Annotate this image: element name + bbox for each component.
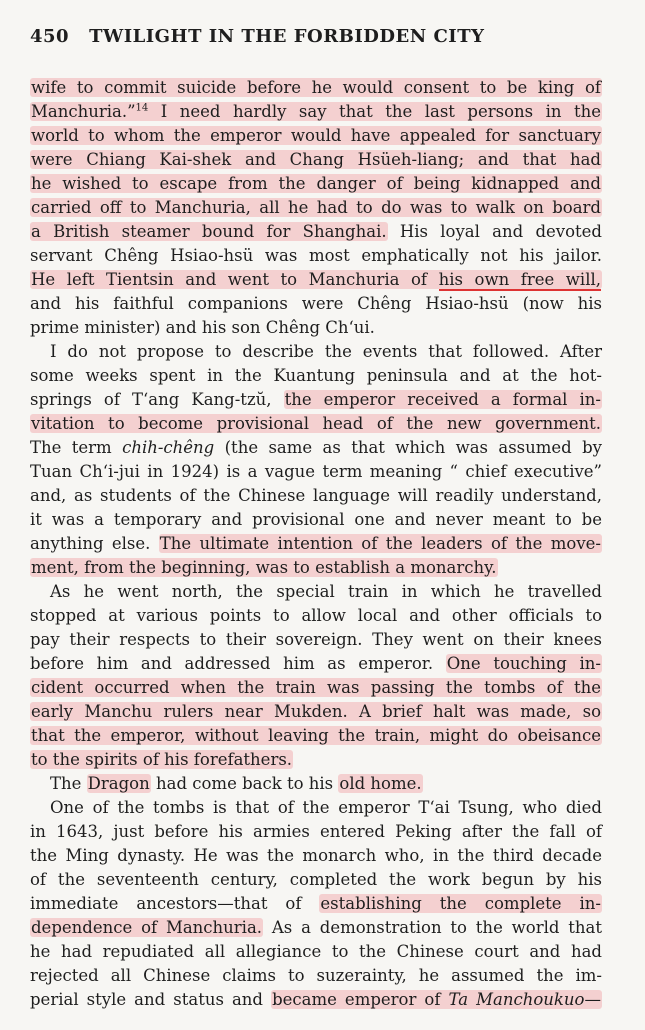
text-line bbox=[30, 364, 602, 388]
text-span: servant Chêng Hsiao-hsü was most emphatically not his jailor. bbox=[30, 246, 602, 265]
text-span: became emperor of bbox=[272, 990, 449, 1009]
text-line bbox=[30, 892, 602, 916]
highlight: One touching in- bbox=[446, 654, 601, 673]
text-line bbox=[30, 196, 602, 220]
text-line bbox=[30, 340, 602, 364]
text-line bbox=[30, 172, 602, 196]
highlight: wife to commit suicide before he would consent to be king of bbox=[31, 78, 601, 97]
text-span: I do not propose to describe the events that followed. After bbox=[50, 342, 602, 361]
text-line bbox=[30, 772, 602, 796]
text-line bbox=[30, 556, 602, 580]
highlight: a British steamer bound for Shanghai. bbox=[31, 222, 387, 241]
text-span: One of the tombs is that of the emperor T‘ai Tsung, who died bbox=[50, 798, 602, 817]
text-span: As he went north, the special train in which he travelled bbox=[50, 582, 602, 601]
text-line bbox=[30, 796, 602, 820]
text-line bbox=[30, 148, 602, 172]
highlight: were Chiang Kai-shek and Chang Hsüeh-liang; and that had bbox=[31, 150, 601, 169]
text-line bbox=[30, 460, 602, 484]
text-line bbox=[30, 676, 602, 700]
text-line bbox=[30, 988, 602, 1012]
text-line bbox=[30, 76, 602, 100]
highlight: the emperor received a formal in- bbox=[284, 390, 601, 409]
highlight: dependence of Manchuria. bbox=[31, 918, 263, 937]
text-span: in 1643, just before his armies entered Peking after the fall of bbox=[30, 822, 602, 841]
text-line bbox=[30, 388, 602, 412]
text-span: prime minister) and his son Chêng Ch‘ui. bbox=[30, 318, 375, 337]
text-span: pay their respects to their sovereign. They went on their knees bbox=[30, 630, 602, 649]
highlight: cident occurred when the train was passing the tombs of the bbox=[31, 678, 601, 697]
text-span: I need hardly say that the last persons in the bbox=[148, 102, 601, 121]
text-line bbox=[30, 292, 602, 316]
text-line bbox=[30, 484, 602, 508]
underline: his own free will, bbox=[438, 270, 602, 289]
text-span: and his faithful companions were Chêng Hsiao-hsü (now his bbox=[30, 294, 602, 313]
highlight: to the spirits of his forefathers. bbox=[31, 750, 293, 769]
text-line bbox=[30, 124, 602, 148]
highlight: carried off to Manchuria, all he had to do was to walk on board bbox=[31, 198, 601, 217]
text-span: immediate ancestors—that of bbox=[30, 894, 320, 913]
text-span: before him and addressed him as emperor. bbox=[30, 654, 446, 673]
text-line bbox=[30, 532, 602, 556]
text-span: springs of T‘ang Kang-tzŭ, bbox=[30, 390, 284, 409]
text-span: — bbox=[584, 990, 601, 1009]
highlight: early Manchu rulers near Mukden. A brief halt was made, so bbox=[31, 702, 601, 721]
text-line bbox=[30, 844, 602, 868]
text-line bbox=[30, 724, 602, 748]
text-span: Manchuria.” bbox=[31, 102, 136, 121]
text-line bbox=[30, 436, 602, 460]
text-span: some weeks spent in the Kuantung peninsula and at the hot- bbox=[30, 366, 602, 385]
text-span: of the seventeenth century, completed the work begun by his bbox=[30, 870, 602, 889]
italic-term: chih-chêng bbox=[122, 438, 215, 457]
text-span: As a demonstration to the world that bbox=[263, 918, 602, 937]
text-line bbox=[30, 628, 602, 652]
highlight: old home. bbox=[339, 774, 422, 793]
highlight bbox=[271, 990, 602, 1009]
text-line bbox=[30, 244, 602, 268]
text-span: the Ming dynasty. He was the monarch who, in the third decade bbox=[30, 846, 602, 865]
text-line bbox=[30, 100, 602, 124]
highlight: he wished to escape from the danger of being kidnapped and bbox=[31, 174, 601, 193]
highlight: establishing the complete in- bbox=[320, 894, 602, 913]
text-span: had come back to his bbox=[150, 774, 339, 793]
text-line bbox=[30, 868, 602, 892]
text-line bbox=[30, 748, 602, 772]
highlight bbox=[30, 270, 602, 289]
text-line bbox=[30, 580, 602, 604]
text-span: His loyal and devoted bbox=[387, 222, 602, 241]
text-line bbox=[30, 700, 602, 724]
text-span: anything else. bbox=[30, 534, 159, 553]
text-span: it was a temporary and provisional one and never meant to be bbox=[30, 510, 602, 529]
page-number: 450 bbox=[30, 26, 70, 47]
text-line bbox=[30, 940, 602, 964]
text-line bbox=[30, 652, 602, 676]
highlight: Dragon bbox=[87, 774, 150, 793]
footnote-ref[interactable]: 14 bbox=[135, 102, 149, 114]
highlight: The ultimate intention of the leaders of the move- bbox=[159, 534, 601, 553]
text-line bbox=[30, 220, 602, 244]
italic-term: Ta Manchoukuo bbox=[448, 990, 585, 1009]
highlight: world to whom the emperor would have appealed for sanctuary bbox=[31, 126, 601, 145]
text-span: The bbox=[50, 774, 87, 793]
page-header bbox=[30, 26, 484, 47]
text-line bbox=[30, 964, 602, 988]
text-line bbox=[30, 412, 602, 436]
text-line bbox=[30, 508, 602, 532]
text-span: (the same as that which was assumed by bbox=[214, 438, 602, 457]
highlight: ment, from the beginning, was to establish a monarchy. bbox=[31, 558, 497, 577]
running-title: TWILIGHT IN THE FORBIDDEN CITY bbox=[89, 26, 485, 47]
text-span: and, as students of the Chinese language will readily understand, bbox=[30, 486, 602, 505]
text-line bbox=[30, 268, 602, 292]
highlight: that the emperor, without leaving the train, might do obeisance bbox=[31, 726, 601, 745]
text-span: He left Tientsin and went to Manchuria of bbox=[31, 270, 439, 289]
text-span: rejected all Chinese claims to suzerainty, he assumed the im- bbox=[30, 966, 602, 985]
highlight bbox=[30, 102, 602, 121]
text-span: stopped at various points to allow local and other officials to bbox=[30, 606, 602, 625]
text-span: The term bbox=[30, 438, 123, 457]
text-line bbox=[30, 820, 602, 844]
text-span: Tuan Ch‘i-jui in 1924) is a vague term meaning “ chief executive” bbox=[30, 462, 602, 481]
text-line bbox=[30, 604, 602, 628]
body-text bbox=[30, 76, 602, 1012]
text-line bbox=[30, 316, 602, 340]
text-span: he had repudiated all allegiance to the Chinese court and had bbox=[30, 942, 602, 961]
text-span: perial style and status and bbox=[30, 990, 272, 1009]
highlight: vitation to become provisional head of the new government. bbox=[31, 414, 601, 433]
text-line bbox=[30, 916, 602, 940]
